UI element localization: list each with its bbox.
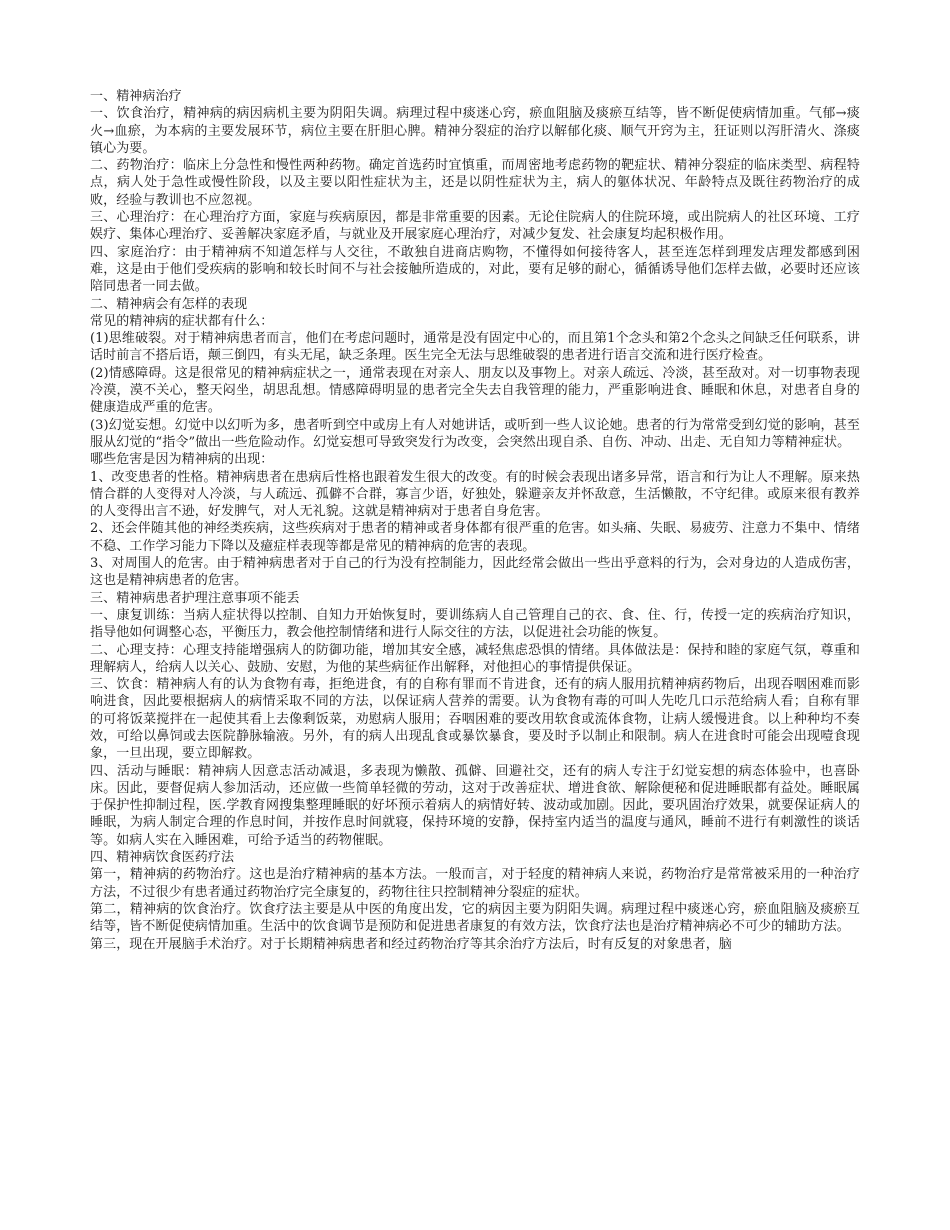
paragraph-symptom-emotional-disorder: (2)情感障碍。这是很常见的精神病症状之一，通常表现在对亲人、朋友以及事物上。对亲人疏远、冷淡，甚至敌对。对一切事物表现冷漠，漠不关心，整天闷坐，胡思乱想。情感障碍明显的患者完全失去自我管理的能力，严重影响进食、睡眠和休息，对患者自身的健康造成严重的危害。 <box>90 365 860 416</box>
paragraph-activity-sleep: 四、活动与睡眠：精神病人因意志活动减退，多表现为懒散、孤僻、回避社交，还有的病人专注于幻觉妄想的病态体验中，也喜卧床。因此，要督促病人参加活动，还应做一些简单轻微的劳动，这对于改善症状、增进食欲、解除便秘和促进睡眠都有益处。睡眠属于保护性抑制过程，医.学教育网搜集整理睡眠的好坏预示着病人的病情好转、波动或加剧。因此，要巩固治疗效果，就要保证病人的睡眠，为病人制定合理的作息时间，并按作息时间就寝，保持环境的安静，保持室内适当的温度与通风，睡前不进行有刺激性的谈话等。如病人实在入睡困难，可给予适当的药物催眠。 <box>90 763 860 848</box>
paragraph-harm-neurological: 2、还会伴随其他的神经类疾病，这些疾病对于患者的精神或者身体都有很严重的危害。如头痛、失眠、易疲劳、注意力不集中、情绪不稳、工作学习能力下降以及癔症样表现等都是常见的精神病的危害的表现。 <box>90 521 860 554</box>
paragraph-rehab-training: 一、康复训练：当病人症状得以控制、自知力开始恢复时，要训练病人自己管理自己的衣、食、住、行，传授一定的疾病治疗知识，指导他如何调整心态，平衡压力，教会他控制情绪和进行人际交往的方法，以促进社会功能的恢复。 <box>90 607 860 641</box>
paragraph-diet-care: 三、饮食：精神病人有的认为食物有毒，拒绝进食，有的自称有罪而不肯进食，还有的病人服用抗精神病药物后，出现吞咽困难而影响进食，因此要根据病人的病情采取不同的方法，以保证病人营养的需要。认为食物有毒的可叫人先吃几口示范给病人看；自称有罪的可将饭菜搅拌在一起使其看上去像剩饭菜，劝慰病人服用；吞咽困难的要改用软食或流体食物，让病人缓慢进食。以上种种均不奏效，可给以鼻饲或去医院静脉输液。另外，有的病人出现乱食或暴饮暴食，要及时予以制止和限制。病人在进食时可能会出现噎食现象，一旦出现，要立即解救。 <box>90 677 860 762</box>
paragraph-symptom-hallucination: (3)幻觉妄想。幻觉中以幻听为多，患者听到空中或房上有人对她讲话，或听到一些人议论她。患者的行为常常受到幻觉的影响，甚至服从幻觉的“指令”做出一些危险动作。幻觉妄想可导致突发行为改变，会突然出现自杀、自伤、冲动、出走、无自知力等精神症状。 <box>90 417 860 450</box>
paragraph-symptom-thought-disorder: (1)思维破裂。对于精神病患者而言，他们在考虑问题时，通常是没有固定中心的，而且第1个念头和第2个念头之间缺乏任何联系，讲话时前言不搭后语，颠三倒四，有头无尾，缺乏条理。医生完全无法与思维破裂的患者进行语言交流和进行医疗检查。 <box>90 331 860 364</box>
paragraph-harm-others: 3、对周围人的危害。由于精神病患者对于自己的行为没有控制能力，因此经常会做出一些出乎意料的行为，会对身边的人造成伤害，这也是精神病患者的危害。 <box>90 556 860 589</box>
paragraph-harm-personality: 1、改变患者的性格。精神病患者在患病后性格也跟着发生很大的改变。有的时候会表现出诸多异常，语言和行为让人不理解。原来热情合群的人变得对人冷淡，与人疏远、孤僻不合群，寡言少语，好独处，躲避亲友并怀敌意，生活懒散，不守纪律。或原来很有教养的人变得出言不逊，好发脾气，对人无礼貌。这就是精神病对于患者自身危害。 <box>90 469 860 520</box>
paragraph-method-surgery: 第三，现在开展脑手术治疗。对于长期精神病患者和经过药物治疗等其余治疗方法后，时有反复的对象患者，脑 <box>90 936 732 952</box>
document-body <box>90 88 860 953</box>
paragraph-method-drug: 第一，精神病的药物治疗。这也是治疗精神病的基本方法。一般而言，对于轻度的精神病人来说，药物治疗是常常被采用的一种治疗方法，不过很少有患者通过药物治疗完全康复的，药物往往只控制精神分裂症的症状。 <box>90 867 860 900</box>
heading-section-1: 一、精神病治疗 <box>90 89 182 104</box>
paragraph-method-diet: 第二，精神病的饮食治疗。饮食疗法主要是从中医的角度出发，它的病因主要为阴阳失调。病理过程中痰迷心窍，瘀血阻脑及痰瘀互结等，皆不断促使病情加重。生活中的饮食调节是预防和促进患者康复的有效方法，饮食疗法也是治疗精神病必不可少的辅助方法。 <box>90 901 860 935</box>
paragraph-family-therapy: 四、家庭治疗：由于精神病不知道怎样与人交往，不敢独自进商店购物，不懂得如何接待客人，甚至连怎样到理发店理发都感到困难，这是由于他们受疾病的影响和较长时间不与社会接触所造成的，对此，要有足够的耐心，循循诱导他们怎样去做，必要时还应该陪同患者一同去做。 <box>90 244 860 295</box>
heading-section-2: 二、精神病会有怎样的表现 <box>90 296 248 312</box>
paragraph-drug-treatment: 二、药物治疗：临床上分急性和慢性两种药物。确定首选药时宜慎重，而周密地考虑药物的靶症状、精神分裂症的临床类型、病程特点，病人处于急性或慢性阶段，以及主要以阳性症状为主，还是以阴性症状为主，病人的躯体状况、年龄特点及既往药物治疗的成败，经验与教训也不应忽视。 <box>90 158 860 208</box>
heading-section-4: 四、精神病饮食医药疗法 <box>90 850 235 866</box>
paragraph-psychotherapy: 三、心理治疗：在心理治疗方面，家庭与疾病原因，都是非常重要的因素。无论住院病人的住院环境，或出院病人的社区环境、工疗娱疗、集体心理治疗、妥善解决家庭矛盾，与就业及开展家庭心理治疗，对减少复发、社会康复均起积极作用。 <box>90 210 860 243</box>
paragraph-symptoms-intro: 常见的精神病的症状都有什么： <box>90 313 274 329</box>
paragraph-psych-support: 二、心理支持：心理支持能增强病人的防御功能，增加其安全感，减轻焦虑恐惧的情绪。具体做法是：保持和睦的家庭气氛，尊重和理解病人，给病人以关心、鼓励、安慰，为他的某些病征作出解释，对他担心的事情提供保证。 <box>90 642 860 675</box>
heading-section-3: 三、精神病患者护理注意事项不能丢 <box>90 590 300 606</box>
paragraph-harms-intro: 哪些危害是因为精神病的出现： <box>90 452 274 468</box>
paragraph-diet-treatment: 一、饮食治疗，精神病的病因病机主要为阴阳失调。病理过程中痰迷心窍，瘀血阻脑及痰瘀互结等，皆不断促使病情加重。气郁→痰火→血瘀，为本病的主要发展环节，病位主要在肝胆心脾。精神分裂症的治疗以解郁化痰、顺气开窍为主，狂证则以泻肝清火、涤痰镇心为要。 <box>90 106 860 156</box>
